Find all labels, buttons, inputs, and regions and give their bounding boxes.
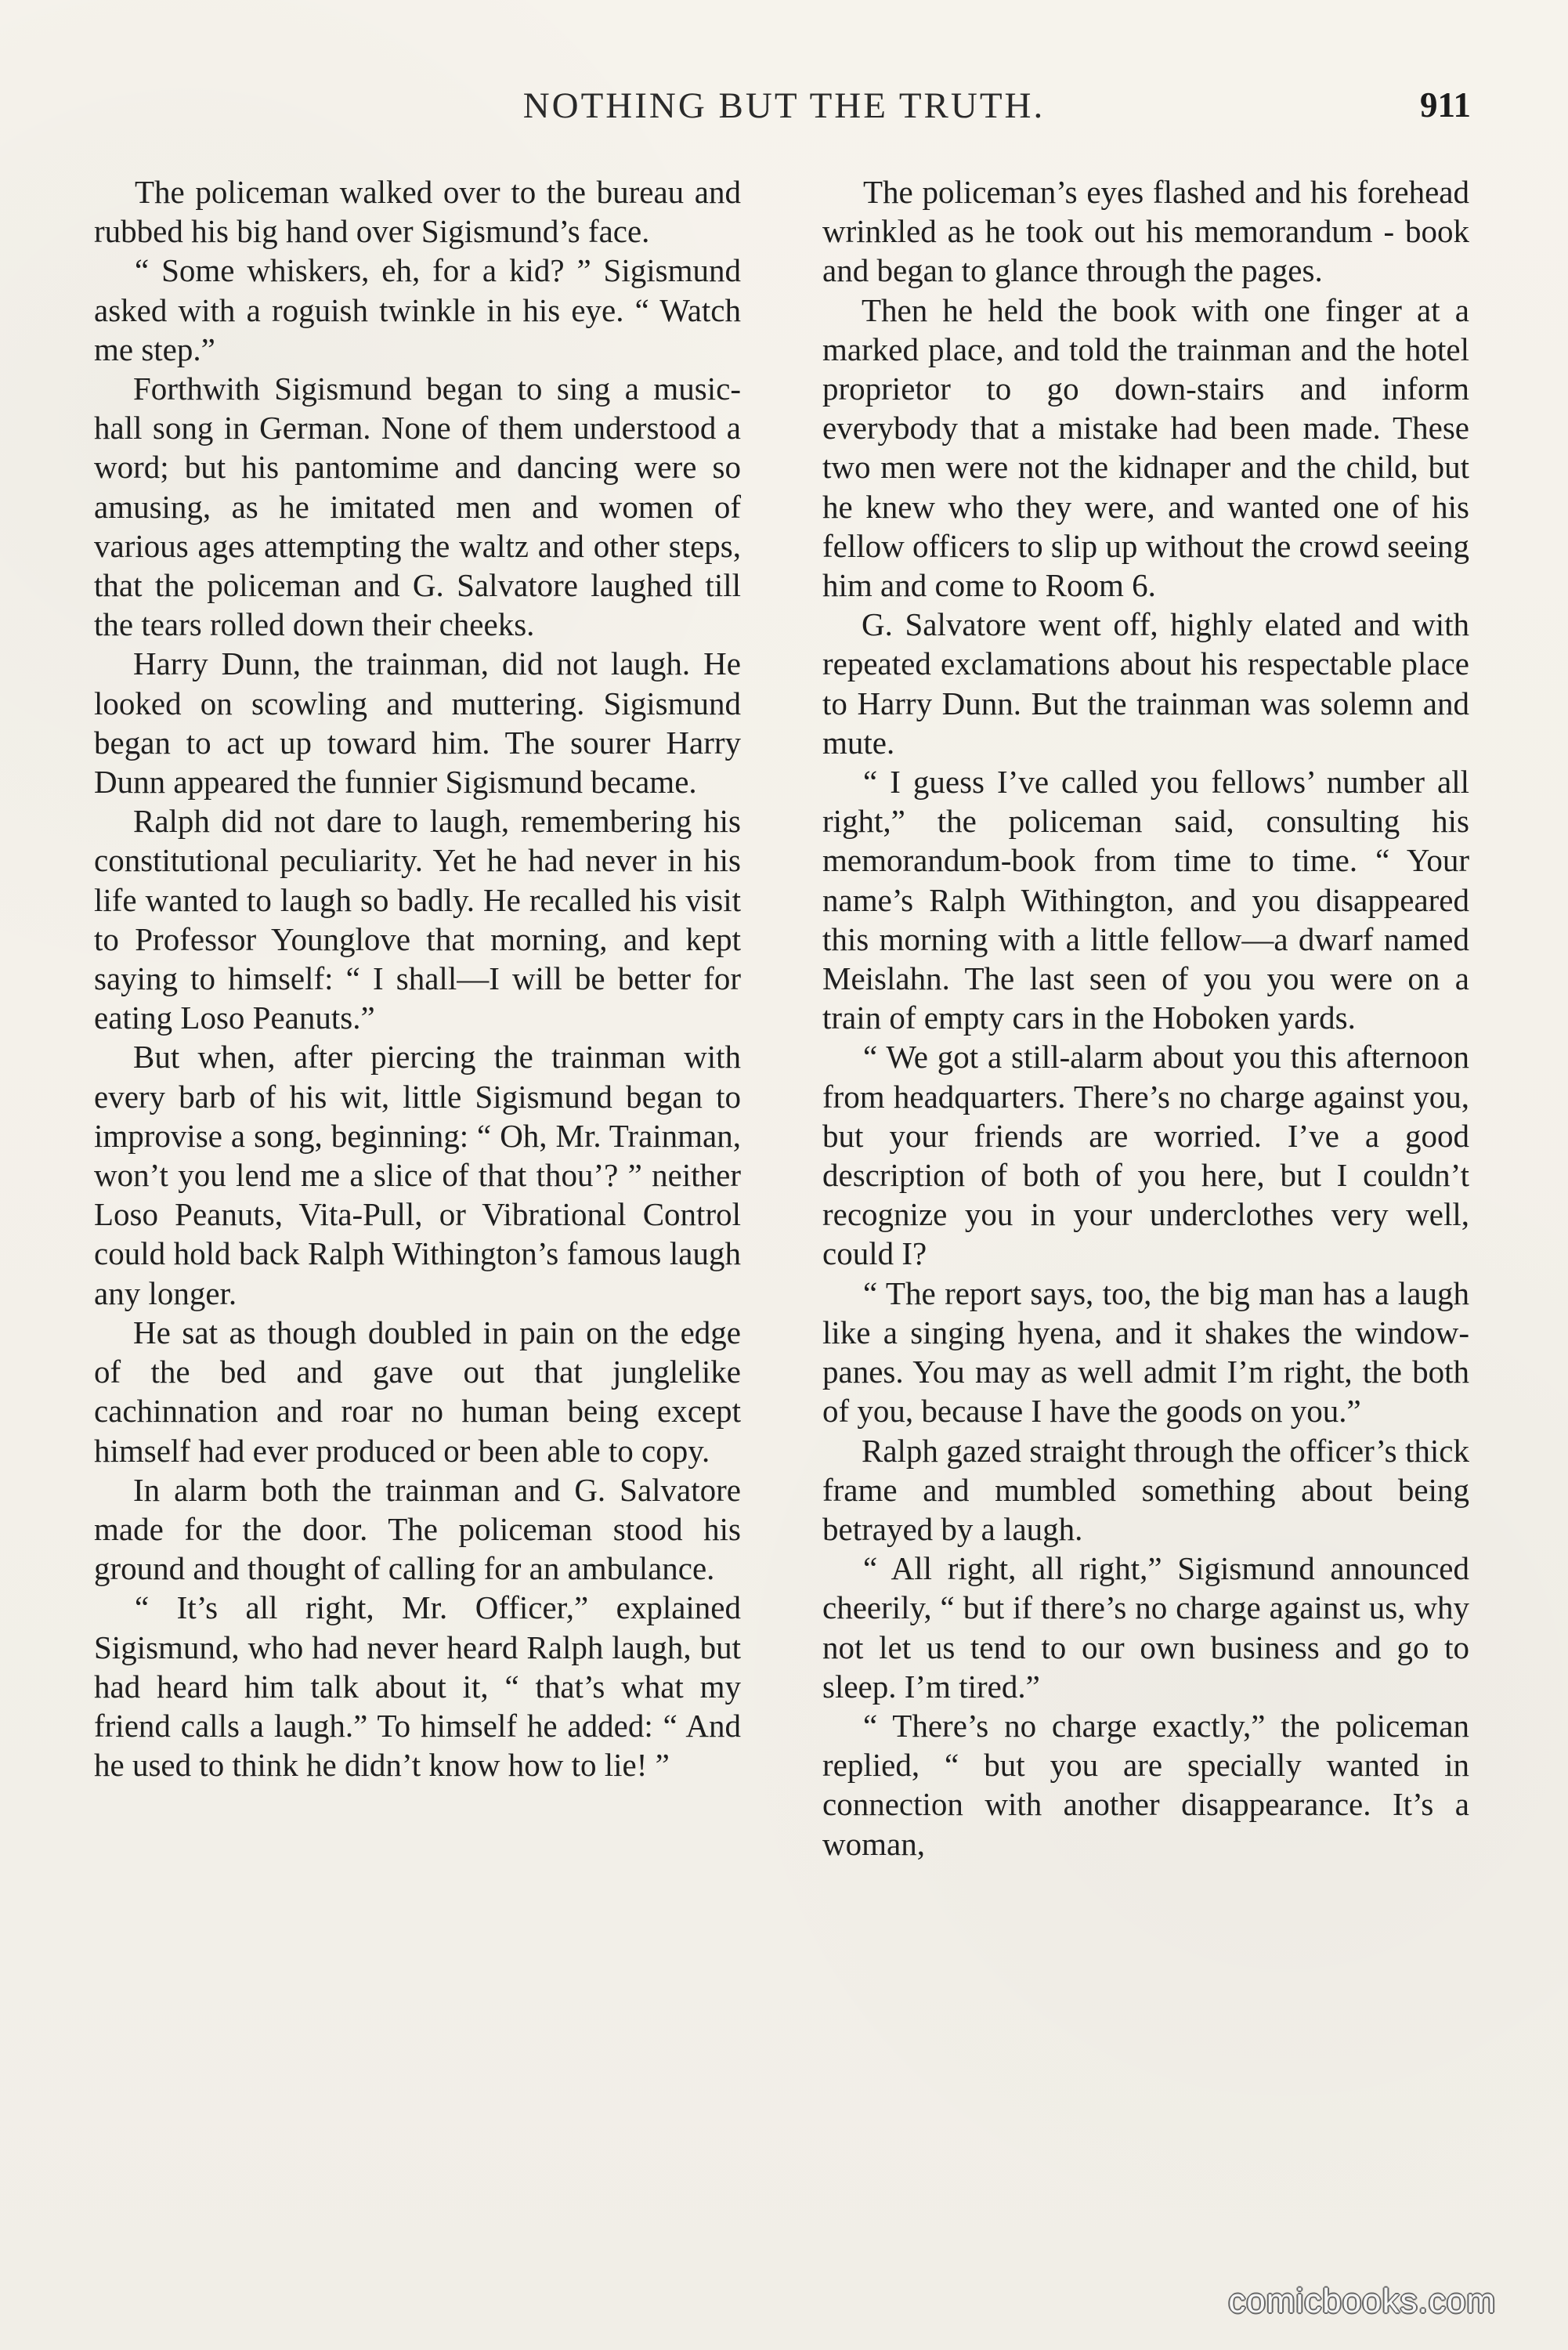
right-paragraph-2: Then he held the book with one finger at a marked place, and told the trainman and the hotel proprietor to go down-stairs and inform everybody that a mistake had been made. These two men were not the kidnaper and the child, but he knew who they were, and wanted one of his fellow officers to slip up without the crowd seeing him and come to Room 6.: [822, 291, 1469, 604]
left-paragraph-2: “ Some whiskers, eh, for a kid? ” Sigismund asked with a roguish twinkle in his eye. “ Watch me step.”: [94, 252, 741, 367]
right-column: [822, 172, 1469, 1864]
left-paragraph-9: “ It’s all right, Mr. Officer,” explained Sigismund, who had never heard Ralph laugh, but had heard him talk about it, “ that’s what my friend calls a laugh.” To himself he added: “ And he used to think he didn’t know how to lie! ”: [94, 1589, 741, 1784]
page-number: 911: [1419, 85, 1471, 125]
left-paragraph-1: The policeman walked over to the bureau and rubbed his big hand over Sigismund’s face.: [94, 174, 741, 250]
right-paragraph-4: “ I guess I’ve called you fellows’ number all right,” the policeman said, consulting his memorandum-book from time to time. “ Your name’s Ralph Withington, and you disappeared this morning with a little fellow—a dwarf named Meislahn. The last seen of you you were on a train of empty cars in the Hoboken yards.: [822, 764, 1469, 1036]
right-paragraph-7: Ralph gazed straight through the officer’s thick frame and mumbled something about being betrayed by a laugh.: [822, 1432, 1469, 1547]
right-paragraph-9: “ There’s no charge exactly,” the policeman replied, “ but you are specially wanted in connection with another disappearance. It’s a woman,: [822, 1707, 1469, 1862]
right-paragraph-6: “ The report says, too, the big man has a laugh like a singing hyena, and it shakes the window-panes. You may as well admit I’m right, the both of you, because I have the goods on you.”: [822, 1274, 1469, 1430]
left-paragraph-7: He sat as though doubled in pain on the edge of the bed and gave out that junglelike cachinnation and roar no human being except himself had ever produced or been able to copy.: [94, 1314, 741, 1469]
right-paragraph-1: The policeman’s eyes flashed and his forehead wrinkled as he took out his memorandum - book and began to glance through the pages.: [822, 174, 1469, 289]
right-paragraph-5: “ We got a still-alarm about you this afternoon from headquarters. There’s no charge against you, but your friends are worried. I’ve a good description of both of you here, but I couldn’t recognize you in your underclothes very well, could I?: [822, 1039, 1469, 1272]
left-paragraph-5: Ralph did not dare to laugh, remembering his constitutional peculiarity. Yet he had never in his life wanted to laugh so badly. He recalled his visit to Professor Younglove that morning, and kept saying to himself: “ I shall—I will be better for eating Loso Peanuts.”: [94, 803, 741, 1036]
left-paragraph-4: Harry Dunn, the trainman, did not laugh. He looked on scowling and muttering. Sigismund began to act up toward him. The sourer Harry Dunn appeared the funnier Sigismund became.: [94, 645, 741, 801]
left-paragraph-6: But when, after piercing the trainman with every barb of his wit, little Sigismund began to improvise a song, beginning: “ Oh, Mr. Trainman, won’t you lend me a slice of that thou’? ” neither Loso Peanuts, Vita-Pull, or Vibrational Control could hold back Ralph Withington’s famous laugh any longer.: [94, 1039, 741, 1311]
left-column: [94, 172, 741, 1784]
left-paragraph-3: Forthwith Sigismund began to sing a music-hall song in German. None of them understood a word; but his pantomime and dancing were so amusing, as he imitated men and women of various ages attempting the waltz and other steps, that the policeman and G. Salvatore laughed till the tears rolled down their cheeks.: [94, 371, 741, 643]
left-paragraph-8: In alarm both the trainman and G. Salvatore made for the door. The policeman stood his ground and thought of calling for an ambulance.: [94, 1471, 741, 1587]
right-paragraph-3: G. Salvatore went off, highly elated and with repeated exclamations about his respectable place to Harry Dunn. But the trainman was solemn and mute.: [822, 606, 1469, 761]
page-header: [0, 85, 1568, 135]
right-paragraph-8: “ All right, all right,” Sigismund announced cheerily, “ but if there’s no charge against us, why not let us tend to our own business and go to sleep. I’m tired.”: [822, 1550, 1469, 1705]
running-head: NOTHING BUT THE TRUTH.: [522, 85, 1046, 126]
site-watermark: comicbooks.com: [1228, 2282, 1496, 2320]
